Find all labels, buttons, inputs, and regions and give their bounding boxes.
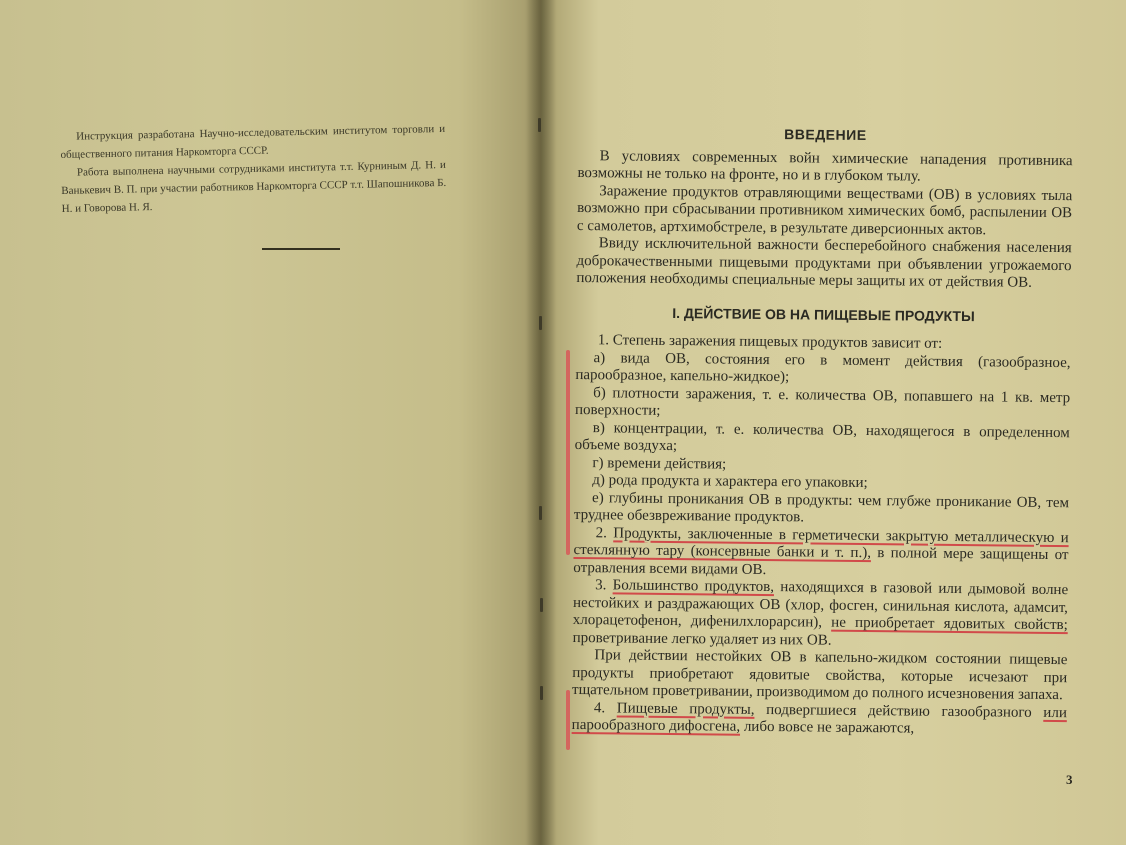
item1-subitem-a: а) вида ОВ, состояния его в момент действия (газообразное, парообразное, капельно-жидкое); xyxy=(575,349,1071,386)
item1-intro: 1. Степень заражения пищевых продуктов зависит от: xyxy=(597,332,943,352)
item4-underlined-a: Пищевые продукты, xyxy=(616,699,755,718)
page-number: 3 xyxy=(1066,772,1073,787)
section-heading: I. ДЕЙСТВИЕ ОВ НА ПИЩЕВЫЕ ПРОДУКТЫ xyxy=(672,304,975,324)
item4-number: 4. xyxy=(593,699,606,716)
item1-subitem-b: б) плотности заражения, т. е. количества ОВ, попавшего на 1 кв. метр поверхности; xyxy=(574,384,1071,419)
item1-subitem-c: в) концентрации, т. е. количества ОВ, находящегося в определенном объеме воздуха; xyxy=(574,419,1070,455)
left-page xyxy=(0,0,540,845)
binding-stitch xyxy=(538,118,541,132)
credits-paragraph-2: Работа выполнена научными сотрудниками института т.т. Курниным Д. Н. и Ванькевич В. П. при участии работников Наркомторга СССР т.т. Шапошникова Б. Н. и Говорова Н. Я. xyxy=(61,158,447,215)
item3-underlined-a: Большинство продуктов, xyxy=(612,577,775,596)
item2-text: в полной мере защищены от отравления всеми видами ОВ. xyxy=(573,545,1069,578)
page-text xyxy=(572,124,1073,740)
credits-paragraph-1: Инструкция разработана Научно-исследовательским институтом торговли и общественного питания Наркомторга СССР. xyxy=(60,122,446,161)
item4-middle-text: подвергшиеся действию газообразного xyxy=(766,701,1032,721)
pencil-margin-mark-1 xyxy=(566,350,570,555)
gutter-shadow xyxy=(526,0,556,845)
intro-paragraph-2: Заражение продуктов отравляющими веществами (ОВ) в условиях тыла возможно при сбрасывании противником химических бомб, распылении ОВ с самолетов, артхимобстреле, в результате диверсионных актов. xyxy=(576,182,1073,238)
item3-underlined-b: не приобретает ядовитых свойств; xyxy=(831,614,1068,634)
item3-text: проветривание легко удаляет из них ОВ. xyxy=(572,629,832,649)
intro-heading: ВВЕДЕНИЕ xyxy=(784,126,867,144)
item1-subitem-f: е) глубины проникания ОВ в продукты: чем глубже проникание ОВ, тем труднее обезвреживание продуктов. xyxy=(573,489,1070,526)
item1-subitem-d: г) времени действия; xyxy=(592,454,727,473)
intro-paragraph-1: В условиях современных войн химические нападения противника возможны не только на фронте, но и в глубоком тылу. xyxy=(577,147,1073,185)
separator-rule xyxy=(262,248,340,250)
right-page xyxy=(540,0,1126,845)
binding-stitch xyxy=(540,686,543,700)
item4-paragraph xyxy=(572,699,1067,739)
item3-note-paragraph: При действии нестойких ОВ в капельно-жидком состоянии пищевые продукты приобретают ядовитые свойства, которые исчезают при тщательном проветривании, производимом до полного исчезновения запаха. xyxy=(571,647,1068,704)
item1-subitem-e: д) рода продукта и характера его упаковки; xyxy=(592,472,868,492)
item2-number: 2. xyxy=(595,524,608,541)
item2-underlined-text: Продукты, заключенные в герметически закрытую металлическую и стеклянную тару (консервные банки и т. п.), xyxy=(573,524,1069,562)
pencil-margin-mark-2 xyxy=(566,690,570,750)
item3-number: 3. xyxy=(595,577,607,594)
binding-stitch xyxy=(539,506,542,520)
binding-stitch xyxy=(540,598,543,612)
credits-block xyxy=(60,120,447,218)
item3-middle-text: находящихся в газовой или дымовой волне нестойких и раздражающих ОВ (хлор, фосген, синильная кислота, адамсит, хлорацетофенон, дифенилхлорарсин), xyxy=(572,579,1069,631)
item4-underlined-b: или парообразного дифосгена, xyxy=(571,704,1067,735)
binding-stitch xyxy=(539,316,542,330)
intro-paragraph-3: Ввиду исключительной важности бесперебойного снабжения населения доброкачественными пищевыми продуктами при объявлении угрожаемого положения необходимы специальные меры защиты их от действия ОВ. xyxy=(576,235,1072,291)
item4-text: либо вовсе не заражаются, xyxy=(743,718,915,737)
item3-paragraph xyxy=(573,577,1069,652)
item2-paragraph xyxy=(573,524,1069,582)
